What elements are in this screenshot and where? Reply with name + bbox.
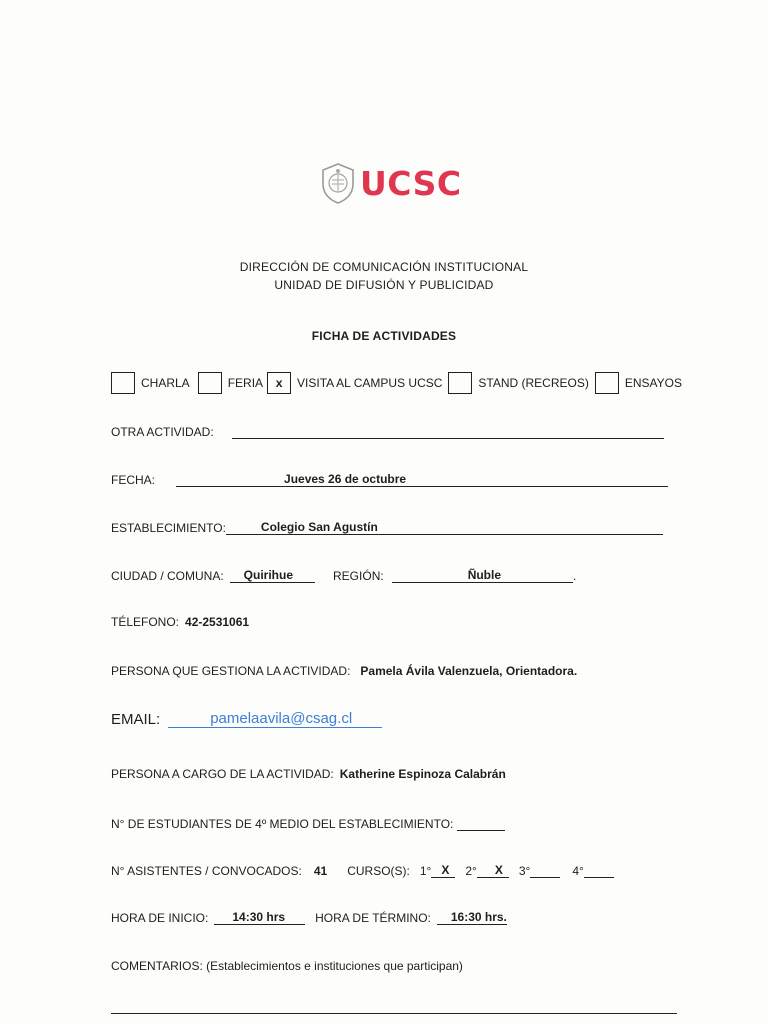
email-value[interactable] — [168, 710, 382, 728]
label-visita-campus: VISITA AL CAMPUS UCSC — [297, 376, 443, 390]
checkbox-charla[interactable] — [111, 372, 135, 394]
checkbox-ensayos[interactable] — [595, 372, 619, 394]
establecimiento-row — [111, 520, 663, 535]
ucsc-logo — [320, 160, 462, 206]
ciudad-label: CIUDAD / COMUNA: — [111, 569, 224, 583]
checkbox-visita-campus[interactable]: x — [267, 372, 291, 394]
curso2-label: 2° — [465, 864, 477, 878]
curso4-label: 4° — [572, 864, 584, 878]
inicio-label: HORA DE INICIO: — [111, 911, 209, 925]
email-row — [111, 710, 382, 728]
gestiona-label: PERSONA QUE GESTIONA LA ACTIVIDAD: — [111, 664, 351, 678]
fecha-label: FECHA: — [111, 473, 156, 487]
comentarios-line[interactable] — [111, 1013, 677, 1014]
region-label: REGIÓN: — [333, 569, 384, 583]
asistentes-label: N° ASISTENTES / CONVOCADOS: — [111, 864, 302, 878]
hora-row — [111, 910, 507, 925]
email-text: pamelaavila@csag.cl — [210, 710, 353, 727]
estudiantes-field[interactable] — [457, 816, 505, 831]
logo-text: UCSC — [360, 163, 462, 203]
termino-label: HORA DE TÉRMINO: — [315, 911, 431, 925]
form-title: FICHA DE ACTIVIDADES — [311, 329, 457, 343]
curso4-field[interactable] — [584, 863, 614, 878]
establecimiento-value[interactable]: Colegio San Agustín — [260, 520, 378, 534]
gestiona-row — [111, 664, 577, 678]
asistentes-row — [111, 863, 614, 878]
curso3-field[interactable] — [530, 863, 560, 878]
region-value[interactable]: Ñuble — [467, 568, 502, 582]
region-line-left — [392, 568, 468, 583]
otra-actividad-label: OTRA ACTIVIDAD: — [111, 425, 214, 439]
establecimiento-label: ESTABLECIMIENTO: — [111, 521, 226, 535]
email-label: EMAIL: — [111, 711, 161, 728]
cargo-row — [111, 767, 506, 781]
fecha-line-right — [406, 472, 668, 487]
otra-actividad-row — [111, 424, 664, 439]
fecha-row — [111, 472, 668, 487]
curso1-label: 1° — [419, 864, 432, 878]
header-line-2: UNIDAD DE DIFUSIÓN Y PUBLICIDAD — [274, 278, 494, 292]
establecimiento-line-left — [226, 520, 261, 535]
fecha-value[interactable]: Jueves 26 de octubre — [284, 472, 407, 486]
activity-options — [111, 372, 690, 394]
telefono-label: TÉLEFONO: — [111, 615, 180, 629]
ciudad-line-left — [230, 568, 244, 583]
cursos-label: CURSO(S): — [347, 864, 410, 878]
termino-value[interactable]: 16:30 hrs. — [450, 910, 507, 924]
gestiona-value[interactable]: Pamela Ávila Valenzuela, Orientadora. — [360, 664, 578, 678]
comentarios-label: COMENTARIOS: (Establecimientos e instituciones que participan) — [111, 959, 463, 973]
inicio-line-left — [214, 910, 232, 925]
termino-line-left — [437, 910, 451, 925]
label-stand: STAND (RECREOS) — [478, 376, 589, 390]
region-period: . — [573, 569, 577, 583]
university-seal-icon — [320, 162, 356, 204]
region-line-right — [501, 568, 573, 583]
estudiantes-label: N° DE ESTUDIANTES DE 4º MEDIO DEL ESTABLECIMIENTO: — [111, 817, 454, 831]
label-charla: CHARLA — [141, 376, 190, 390]
curso3-label: 3° — [518, 864, 531, 878]
label-feria: FERIA — [227, 376, 264, 390]
curso2-mark[interactable]: X — [477, 863, 509, 878]
ciudad-line-right — [293, 568, 315, 583]
checkbox-feria[interactable] — [198, 372, 222, 394]
inicio-value[interactable]: 14:30 hrs — [232, 910, 286, 924]
telefono-row — [111, 615, 249, 629]
inicio-line-right — [285, 910, 305, 925]
label-ensayos: ENSAYOS — [624, 376, 682, 390]
telefono-value[interactable]: 42-2531061 — [185, 615, 250, 629]
establecimiento-line-right — [378, 520, 663, 535]
checkbox-stand[interactable] — [448, 372, 472, 394]
comentarios-row — [111, 959, 463, 973]
cargo-value[interactable]: Katherine Espinoza Calabrán — [339, 767, 506, 781]
curso1-mark[interactable]: X — [431, 863, 455, 878]
cargo-label: PERSONA A CARGO DE LA ACTIVIDAD: — [111, 767, 334, 781]
ciudad-value[interactable]: Quirihue — [243, 568, 294, 582]
header-line-1: DIRECCIÓN DE COMUNICACIÓN INSTITUCIONAL — [239, 260, 529, 274]
otra-actividad-field[interactable] — [232, 424, 664, 439]
estudiantes-row — [111, 816, 505, 831]
fecha-line-left — [176, 472, 284, 487]
ciudad-row — [111, 568, 576, 583]
asistentes-value[interactable]: 41 — [313, 864, 328, 878]
